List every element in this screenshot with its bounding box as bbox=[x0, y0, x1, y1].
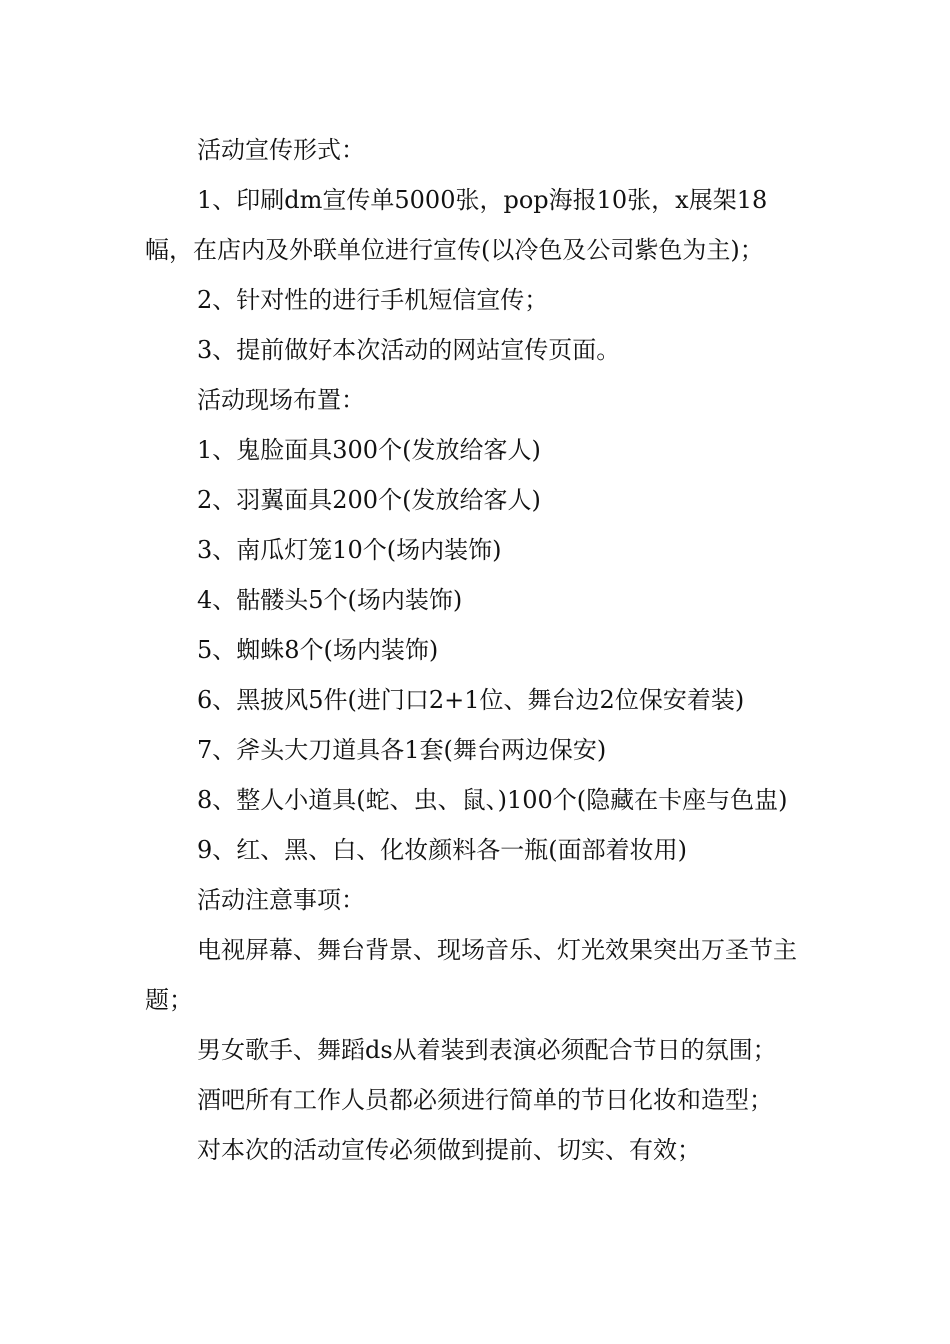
setup-item-5: 5、蜘蛛8个(场内装饰) bbox=[197, 636, 439, 664]
setup-item-8: 8、整人小道具(蛇、虫、鼠、)100个(隐藏在卡座与色盅) bbox=[197, 786, 788, 814]
section-heading-venue-setup: 活动现场布置： bbox=[197, 386, 365, 414]
setup-item-6: 6、黑披风5件(进门口2+1位、舞台边2位保安着装) bbox=[197, 686, 745, 714]
promotion-item-1: 1、印刷dm宣传单5000张，pop海报10张，x展架18幅，在店内及外联单位进行宣传(以冷色及公司紫色为主)； bbox=[145, 186, 768, 264]
promotion-item-2: 2、针对性的进行手机短信宣传； bbox=[197, 286, 549, 314]
note-item-1: 电视屏幕、舞台背景、现场音乐、灯光效果突出万圣节主题； bbox=[145, 936, 797, 1014]
setup-item-4: 4、骷髅头5个(场内装饰) bbox=[197, 586, 463, 614]
setup-item-1: 1、鬼脸面具300个(发放给客人) bbox=[197, 436, 541, 464]
setup-item-9: 9、红、黑、白、化妆颜料各一瓶(面部着妆用) bbox=[197, 836, 687, 864]
promotion-item-3: 3、提前做好本次活动的网站宣传页面。 bbox=[197, 336, 621, 364]
setup-item-2: 2、羽翼面具200个(发放给客人) bbox=[197, 486, 541, 514]
section-heading-notes: 活动注意事项： bbox=[197, 886, 365, 914]
note-item-2: 男女歌手、舞蹈ds从着装到表演必须配合节日的氛围； bbox=[197, 1036, 777, 1064]
note-item-4: 对本次的活动宣传必须做到提前、切实、有效； bbox=[197, 1136, 701, 1164]
note-item-3: 酒吧所有工作人员都必须进行简单的节日化妆和造型； bbox=[197, 1086, 773, 1114]
section-heading-promotion: 活动宣传形式： bbox=[197, 136, 365, 164]
setup-item-3: 3、南瓜灯笼10个(场内装饰) bbox=[197, 536, 502, 564]
document-body bbox=[145, 125, 810, 1175]
setup-item-7: 7、斧头大刀道具各1套(舞台两边保安) bbox=[197, 736, 607, 764]
